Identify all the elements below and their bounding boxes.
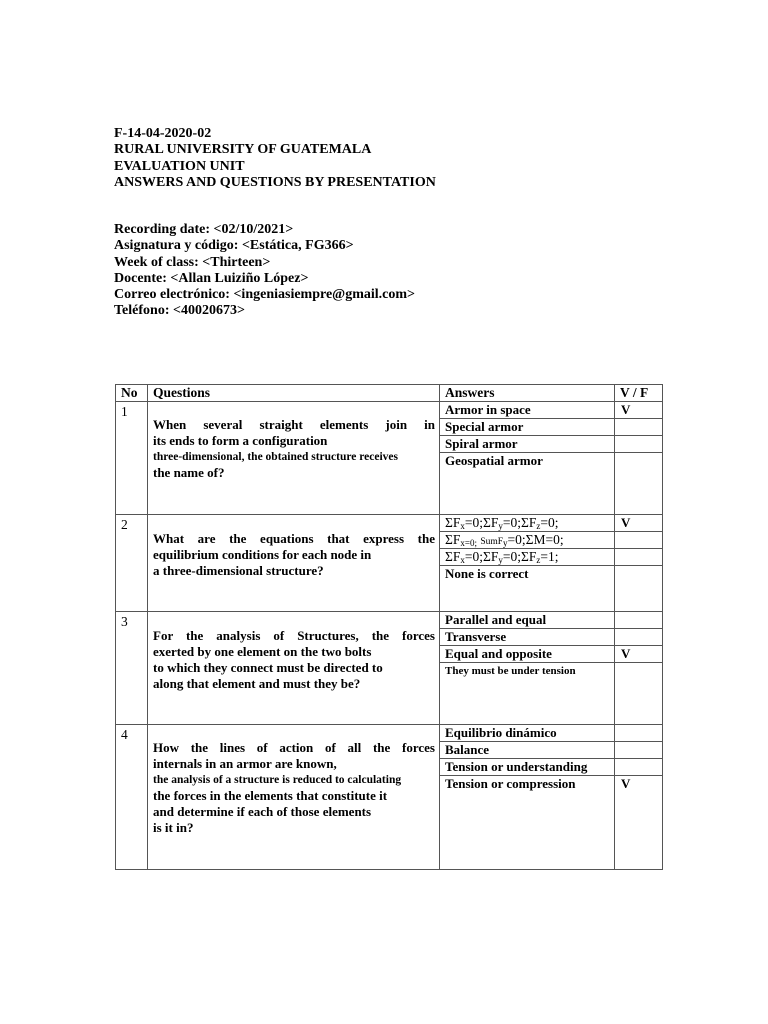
row-number: 3 xyxy=(116,612,148,725)
vf-mark: V xyxy=(615,646,662,663)
question-line: the name of? xyxy=(153,465,225,480)
answer-option: None is correct xyxy=(445,566,529,581)
document-meta xyxy=(114,222,415,320)
answer-option: Equilibrio dinámico xyxy=(440,725,614,742)
question-line: internals in an armor are known, xyxy=(153,756,337,771)
vf-mark: V xyxy=(615,402,662,419)
question-line: along that element and must they be? xyxy=(153,676,361,691)
answer-option: Equal and opposite xyxy=(440,646,614,663)
question-line: and determine if each of those elements xyxy=(153,804,372,819)
answer-option: Transverse xyxy=(440,629,614,646)
vf-mark xyxy=(615,629,662,646)
answers-cell xyxy=(440,402,615,515)
table-row xyxy=(116,725,663,870)
vf-mark xyxy=(615,566,662,582)
answer-option: Armor in space xyxy=(440,402,614,419)
answers-cell xyxy=(440,725,615,870)
answer-option: Tension or understanding xyxy=(440,759,614,776)
question-line: to which they connect must be directed to xyxy=(153,660,383,675)
class-week: Week of class: <Thirteen> xyxy=(114,254,271,270)
question-line: is it in? xyxy=(153,820,194,835)
answer-option: $\Sigma F_x=0;\Sigma F_y=0;\Sigma F_z=1$; xyxy=(440,549,614,566)
question-line: exerted by one element on the two bolts xyxy=(153,644,372,659)
question-line: the analysis of a structure is reduced to calculating xyxy=(153,774,402,786)
question-line: equilibrium conditions for each node in xyxy=(153,547,372,562)
answer-option: Tension or compression xyxy=(445,776,576,791)
vf-cell xyxy=(615,725,663,870)
question-cell xyxy=(148,402,440,515)
vf-mark xyxy=(615,759,662,776)
row-number: 2 xyxy=(116,515,148,612)
answers-cell xyxy=(440,612,615,725)
table-header-row xyxy=(116,385,663,402)
vf-mark xyxy=(615,663,662,679)
answers-cell xyxy=(440,515,615,612)
vf-mark xyxy=(615,549,662,566)
answer-option: Geospatial armor xyxy=(445,453,543,468)
table-row xyxy=(116,515,663,612)
vf-mark xyxy=(615,419,662,436)
row-number: 1 xyxy=(116,402,148,515)
vf-mark xyxy=(615,612,662,629)
header-answers: Answers xyxy=(440,385,615,402)
vf-mark xyxy=(615,453,662,469)
answer-option: $\Sigma F_x=0;\Sigma F_y=0;\Sigma F_z=0$; xyxy=(440,515,614,532)
recording-date: Recording date: <02/10/2021> xyxy=(114,222,294,237)
answer-option: Parallel and equal xyxy=(440,612,614,629)
question-line: its ends to form a configuration xyxy=(153,433,328,448)
answer-option: $\Sigma F_{x=0;}$ SumF$_y$=0;ΣM=0; xyxy=(440,532,614,549)
vf-mark xyxy=(615,436,662,453)
question-line: a three-dimensional structure? xyxy=(153,563,324,578)
subject-code: Asignatura y código: <Estática, FG366> xyxy=(114,238,354,254)
answer-option: Spiral armor xyxy=(440,436,614,453)
document-subtitle: ANSWERS AND QUESTIONS BY PRESENTATION xyxy=(114,174,436,190)
table-row xyxy=(116,612,663,725)
answer-option: Special armor xyxy=(440,419,614,436)
vf-cell xyxy=(615,402,663,515)
row-number: 4 xyxy=(116,725,148,870)
header-questions: Questions xyxy=(148,385,440,402)
vf-mark xyxy=(615,725,662,742)
questions-table xyxy=(115,384,663,870)
question-cell xyxy=(148,612,440,725)
vf-mark xyxy=(615,742,662,759)
question-line: When several straight elements join in xyxy=(153,417,435,432)
answer-option: Balance xyxy=(440,742,614,759)
header-no: No xyxy=(116,385,148,402)
vf-cell xyxy=(615,612,663,725)
answer-option: They must be under tension xyxy=(445,665,576,677)
unit-name: EVALUATION UNIT xyxy=(114,158,245,174)
question-line: the forces in the elements that constitute it xyxy=(153,788,388,803)
document-header xyxy=(114,126,436,191)
question-line: For the analysis of Structures, the forces xyxy=(153,628,435,643)
question-line: What are the equations that express the xyxy=(153,531,435,546)
teacher-name: Docente: <Allan Luiziño López> xyxy=(114,270,309,286)
form-code: F-14-04-2020-02 xyxy=(114,126,212,141)
question-cell xyxy=(148,725,440,870)
vf-mark: V xyxy=(621,776,631,791)
vf-mark: V xyxy=(615,515,662,532)
vf-mark xyxy=(615,532,662,549)
question-cell xyxy=(148,515,440,612)
question-line: How the lines of action of all the forces xyxy=(153,740,435,755)
email: Correo electrónico: <ingeniasiempre@gmail.com> xyxy=(114,287,415,303)
question-line: three-dimensional, the obtained structure receives xyxy=(153,451,398,463)
table-row xyxy=(116,402,663,515)
vf-cell xyxy=(615,515,663,612)
university-name: RURAL UNIVERSITY OF GUATEMALA xyxy=(114,142,372,158)
phone: Teléfono: <40020673> xyxy=(114,303,245,319)
header-vf: V / F xyxy=(615,385,663,402)
